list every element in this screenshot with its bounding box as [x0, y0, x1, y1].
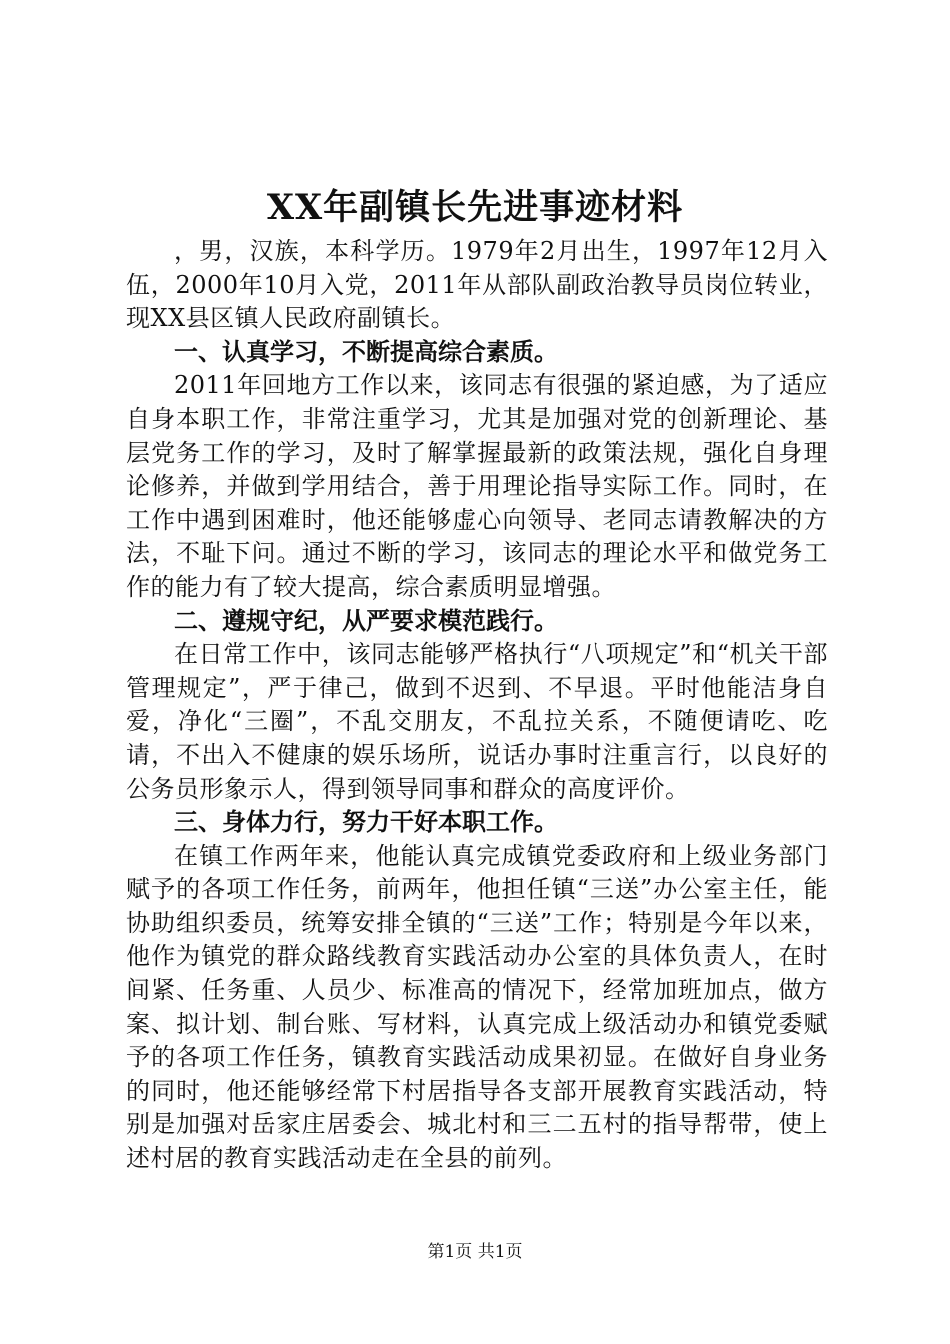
section-heading-1: 一、认真学习，不断提高综合素质。 — [174, 337, 558, 366]
section-body-3: 在镇工作两年来，他能认真完成镇党委政府和上级业务部门赋予的各项工作任务，前两年，他担任镇“三送”办公室主任，能协助组织委员，统筹安排全镇的“三送”工作；特别是今年以来，他作为镇党的群众路线教育实践活动办公室的具体负责人，在时间紧、任务重、人员少、标准高的情况下，经常加班加点，做方案、拟计划、制台账、写材料，认真完成上级活动办和镇党委赋予的各项工作任务，镇教育实践活动成果初显。在做好自身业务的同时，他还能够经常下村居指导各支部开展教育实践活动，特别是加强对岳家庄居委会、城北村和三二五村的指导帮带，使上述村居的教育实践活动走在全县的前列。 — [126, 841, 828, 1173]
document-body — [126, 235, 828, 1176]
section-heading-3: 三、身体力行，努力干好本职工作。 — [174, 808, 558, 837]
section-heading-2: 二、遵规守纪，从严要求模范践行。 — [174, 606, 558, 635]
page-number-footer: 第1页 共1页 — [427, 1242, 523, 1262]
section-body-1: 2011年回地方工作以来，该同志有很强的紧迫感，为了适应自身本职工作，非常注重学习，尤其是加强对党的创新理论、基层党务工作的学习，及时了解掌握最新的政策法规，强化自身理论修养，并做到学用结合，善于用理论指导实际工作。同时，在工作中遇到困难时，他还能够虚心向领导、老同志请教解决的方法，不耻下问。通过不断的学习，该同志的理论水平和做党务工作的能力有了较大提高，综合素质明显增强。 — [126, 371, 828, 601]
document-title: XX年副镇长先进事迹材料 — [266, 187, 684, 228]
section-body-2: 在日常工作中，该同志能够严格执行“八项规定”和“机关干部管理规定”，严于律己，做到不迟到、不早退。平时他能洁身自爱，净化“三圈”，不乱交朋友，不乱拉关系，不随便请吃、吃请，不出入不健康的娱乐场所，说话办事时注重言行，以良好的公务员形象示人，得到领导同事和群众的高度评价。 — [126, 640, 828, 803]
intro-paragraph: ，男，汉族，本科学历。1979年2月出生，1997年12月入伍，2000年10月入党，2011年从部队副政治教导员岗位转业，现XX县区镇人民政府副镇长。 — [126, 237, 828, 333]
